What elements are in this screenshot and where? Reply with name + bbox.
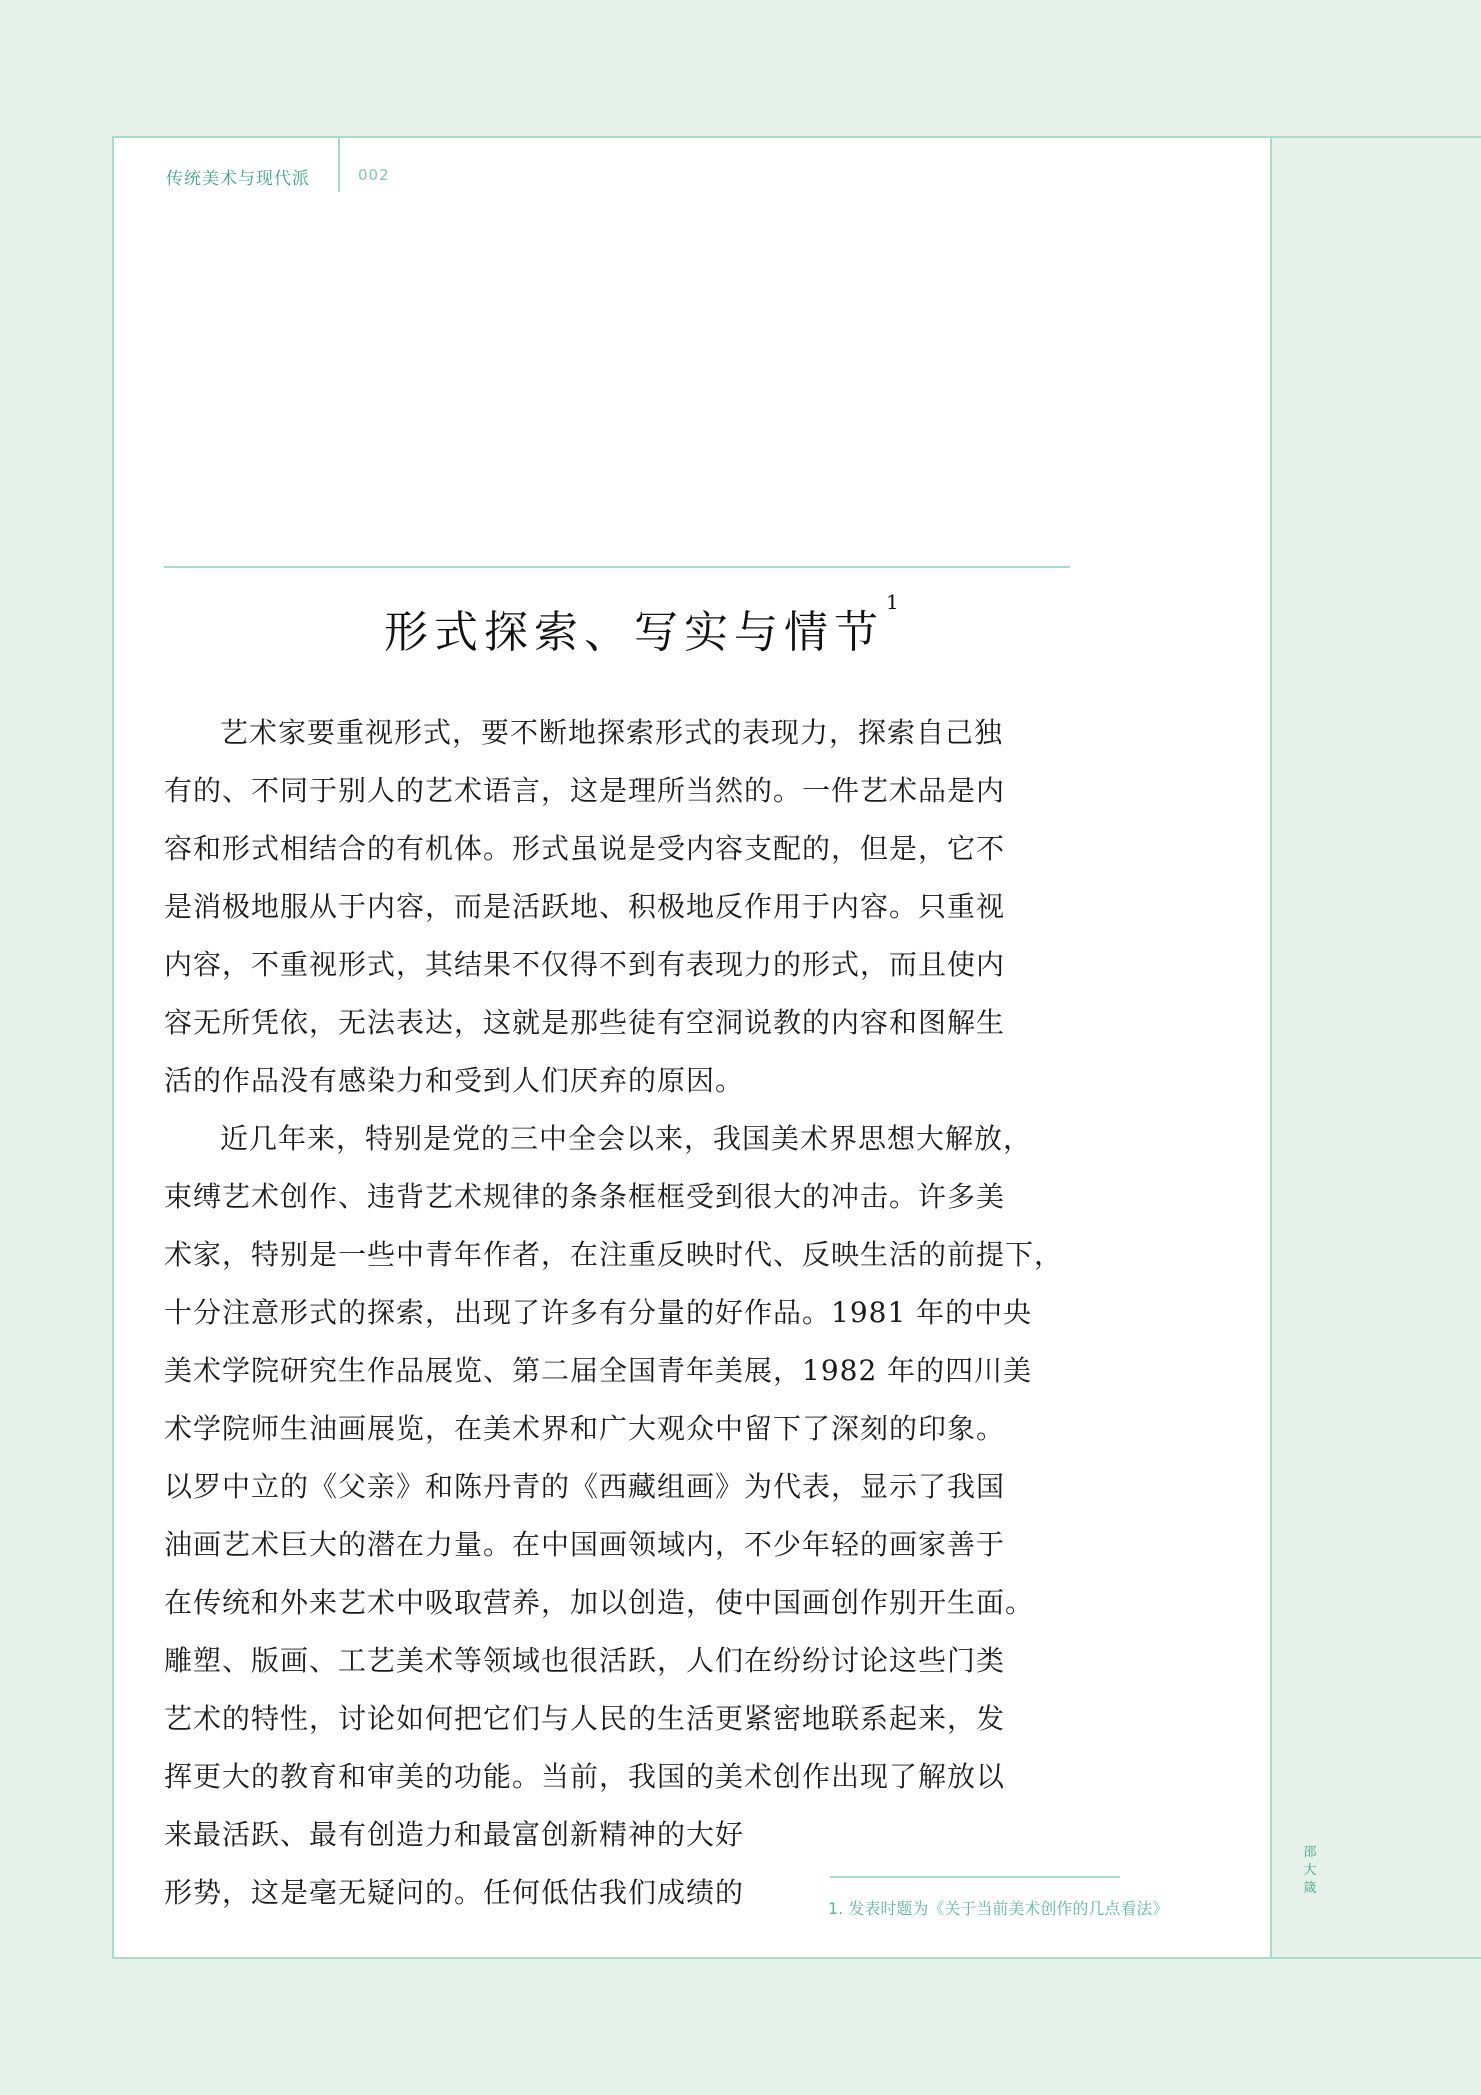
article-body	[164, 704, 1074, 1922]
footnote-rule	[830, 1876, 1120, 1878]
body-line: 美术学院研究生作品展览、第二届全国青年美展，1982 年的四川美	[164, 1354, 1033, 1387]
body-line: 油画艺术巨大的潜在力量。在中国画领域内，不少年轻的画家善于	[164, 1528, 1006, 1561]
body-line: 是消极地服从于内容，而是活跃地、积极地反作用于内容。只重视	[164, 890, 1006, 923]
body-line: 束缚艺术创作、违背艺术规律的条条框框受到很大的冲击。许多美	[164, 1180, 1006, 1213]
body-line: 艺术的特性，讨论如何把它们与人民的生活更紧密地联系起来，发	[164, 1702, 1006, 1735]
body-line: 有的、不同于别人的艺术语言，这是理所当然的。一件艺术品是内	[164, 774, 1006, 807]
body-line: 容和形式相结合的有机体。形式虽说是受内容支配的，但是，它不	[164, 832, 1006, 865]
article-title	[384, 590, 899, 660]
body-line: 雕塑、版画、工艺美术等领域也很活跃，人们在纷纷讨论这些门类	[164, 1644, 1006, 1677]
body-line: 来最活跃、最有创造力和最富创新精神的大好	[164, 1818, 745, 1851]
running-header-title: 传统美术与现代派	[166, 169, 310, 189]
header-divider	[338, 138, 340, 192]
body-line: 术家，特别是一些中青年作者，在注重反映时代、反映生活的前提下，	[164, 1238, 1064, 1271]
body-line: 近几年来，特别是党的三中全会以来，我国美术界思想大解放，	[220, 1122, 1033, 1155]
body-line: 容无所凭依，无法表达，这就是那些徒有空洞说教的内容和图解生	[164, 1006, 1006, 1039]
body-line: 挥更大的教育和审美的功能。当前，我国的美术创作出现了解放以	[164, 1760, 1006, 1793]
footnote-marker: 1	[886, 590, 899, 614]
body-line: 十分注意形式的探索，出现了许多有分量的好作品。1981 年的中央	[164, 1296, 1033, 1329]
body-line: 艺术家要重视形式，要不断地探索形式的表现力，探索自己独	[220, 716, 1004, 749]
body-line: 在传统和外来艺术中吸取营养，加以创造，使中国画创作别开生面。	[164, 1586, 1035, 1619]
body-line: 术学院师生油画展览，在美术界和广大观众中留下了深刻的印象。	[164, 1412, 1006, 1445]
body-line: 内容，不重视形式，其结果不仅得不到有表现力的形式，而且使内	[164, 948, 1006, 981]
book-page	[112, 136, 1272, 1959]
title-rule	[164, 566, 1070, 568]
body-line: 以罗中立的《父亲》和陈丹青的《西藏组画》为代表，显示了我国	[164, 1470, 1006, 1503]
article-title-text: 形式探索、写实与情节	[384, 607, 884, 658]
body-line: 活的作品没有感染力和受到人们厌弃的原因。	[164, 1064, 745, 1097]
body-line: 形势，这是毫无疑问的。任何低估我们成绩的	[164, 1876, 745, 1909]
side-author-label: 邵大箴	[1303, 1845, 1317, 1896]
side-strip	[1272, 136, 1481, 1959]
footnote: 1. 发表时题为《关于当前美术创作的几点看法》	[828, 1899, 1169, 1918]
page-number: 002	[358, 166, 390, 184]
